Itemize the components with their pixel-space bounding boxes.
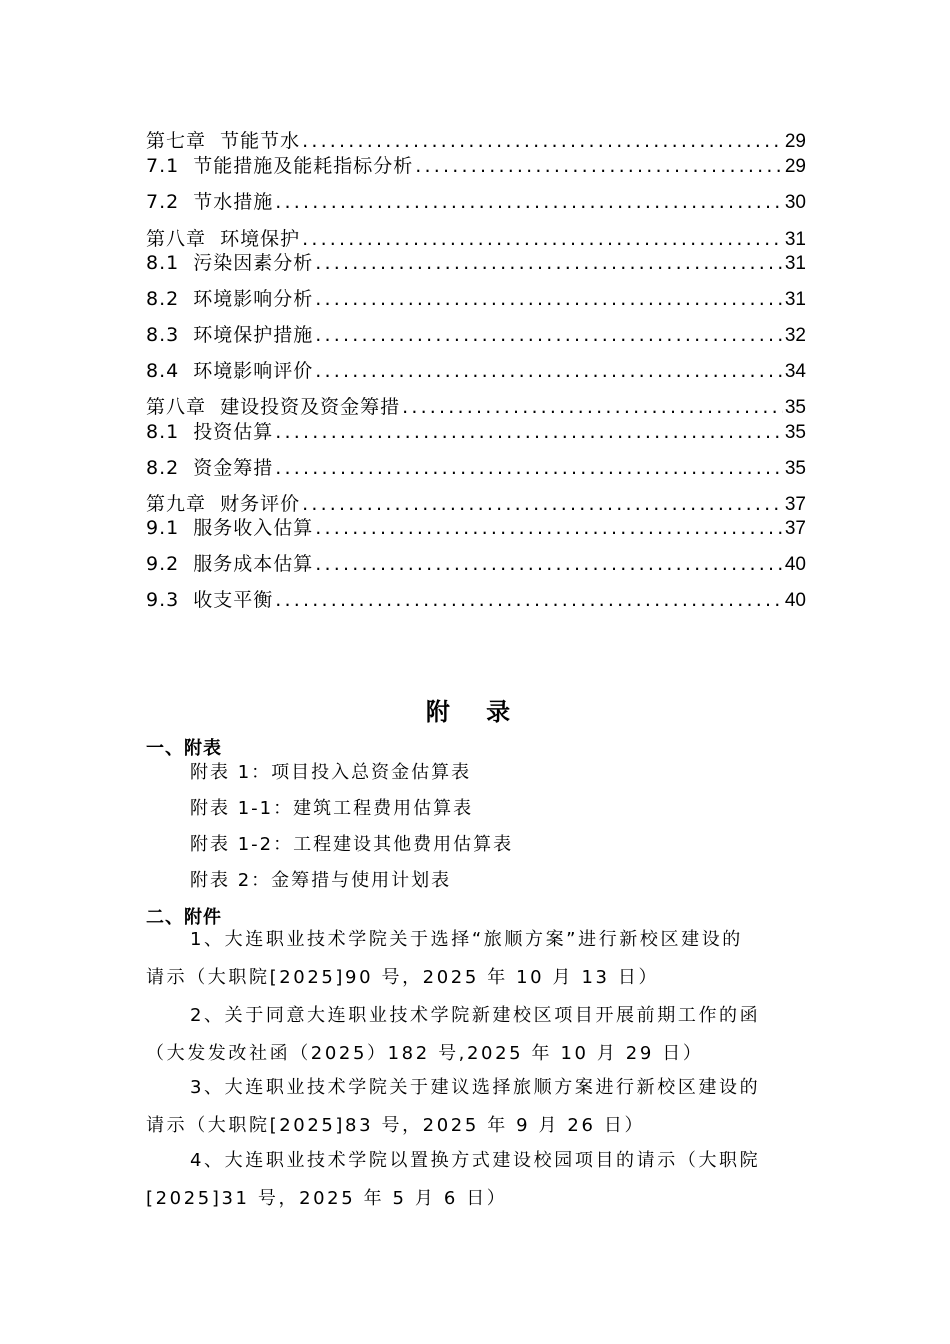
attachment-item [146, 1069, 806, 1145]
toc-label: 8.3 环境保护措施 [146, 324, 314, 346]
appendix-title: 附 录 [425, 698, 525, 726]
toc-label: 9.3 收支平衡 [146, 589, 274, 611]
attachment-line: 3、大连职业技术学院关于建议选择旅顺方案进行新校区建设的 [190, 1077, 761, 1098]
toc-page-number: 37 [784, 518, 806, 539]
toc-label: 8.4 环境影响评价 [146, 360, 314, 382]
toc-label: 7.1 节能措施及能耗指标分析 [146, 155, 414, 177]
toc-entry[interactable] [146, 513, 806, 539]
toc-leader-dots [315, 324, 783, 346]
toc-page-number: 35 [784, 458, 806, 479]
appendix-table-item: 附表 1：项目投入总资金估算表 [190, 762, 472, 783]
toc-label: 8.1 污染因素分析 [146, 252, 314, 274]
attachment-line: [2025]31 号，2025 年 5 月 6 日） [146, 1188, 508, 1209]
toc-entry[interactable] [146, 356, 806, 382]
toc-page-number: 29 [784, 156, 806, 177]
appendix-table-item: 附表 1-1：建筑工程费用估算表 [190, 798, 474, 819]
toc-page-number: 37 [784, 494, 806, 515]
toc-entry[interactable] [146, 151, 806, 177]
toc-entry[interactable] [146, 417, 806, 443]
toc-label: 第七章 节能节水 [146, 130, 301, 152]
toc-page-number: 30 [784, 192, 806, 213]
toc-leader-dots [275, 457, 783, 479]
toc-entry[interactable] [146, 284, 806, 310]
attachment-item [146, 921, 806, 997]
attachment-item [146, 997, 806, 1073]
toc-page-number: 40 [784, 554, 806, 575]
appendix-table-item: 附表 2：金筹措与使用计划表 [190, 870, 452, 891]
toc-page-number: 31 [784, 229, 806, 250]
toc-leader-dots [415, 155, 783, 177]
toc-label: 第八章 环境保护 [146, 228, 301, 250]
toc-leader-dots [302, 493, 783, 515]
toc-leader-dots [315, 517, 783, 539]
attachment-line: （大发发改社函（2025）182 号,2025 年 10 月 29 日） [146, 1043, 704, 1064]
toc-page-number: 34 [784, 361, 806, 382]
toc-page-number: 35 [784, 397, 806, 418]
toc-label: 9.1 服务收入估算 [146, 517, 314, 539]
toc-label: 第九章 财务评价 [146, 493, 301, 515]
toc-page-number: 40 [784, 590, 806, 611]
attachment-line: 请示（大职院[2025]83 号，2025 年 9 月 26 日） [146, 1115, 646, 1136]
toc-label: 7.2 节水措施 [146, 191, 274, 213]
toc-page-number: 32 [784, 325, 806, 346]
toc-entry[interactable] [146, 489, 806, 515]
toc-page-number: 31 [784, 253, 806, 274]
toc-label: 9.2 服务成本估算 [146, 553, 314, 575]
toc-leader-dots [315, 553, 783, 575]
toc-page-number: 31 [784, 289, 806, 310]
toc-page-number: 35 [784, 422, 806, 443]
toc-label: 8.2 资金筹措 [146, 457, 274, 479]
toc-leader-dots [302, 228, 783, 250]
toc-leader-dots [315, 288, 783, 310]
toc-leader-dots [315, 252, 783, 274]
appendix-attachments-heading: 二、附件 [146, 907, 222, 928]
toc-label: 8.1 投资估算 [146, 421, 274, 443]
toc-label: 8.2 环境影响分析 [146, 288, 314, 310]
appendix-tables-heading: 一、附表 [146, 738, 222, 759]
attachment-line: 2、关于同意大连职业技术学院新建校区项目开展前期工作的函 [190, 1005, 761, 1026]
toc-leader-dots [275, 421, 783, 443]
toc-entry[interactable] [146, 224, 806, 250]
toc-entry[interactable] [146, 187, 806, 213]
appendix-table-item: 附表 1-2：工程建设其他费用估算表 [190, 834, 514, 855]
attachment-line: 1、大连职业技术学院关于选择“旅顺方案”进行新校区建设的 [190, 929, 743, 950]
toc-leader-dots [315, 360, 783, 382]
attachment-line: 4、大连职业技术学院以置换方式建设校园项目的请示（大职院 [190, 1150, 761, 1171]
attachment-line: 请示（大职院[2025]90 号，2025 年 10 月 13 日） [146, 967, 660, 988]
toc-leader-dots [302, 130, 783, 152]
toc-leader-dots [275, 191, 783, 213]
toc-entry[interactable] [146, 126, 806, 152]
toc-label: 第八章 建设投资及资金筹措 [146, 396, 401, 418]
toc-entry[interactable] [146, 320, 806, 346]
toc-entry[interactable] [146, 392, 806, 418]
toc-page-number: 29 [784, 131, 806, 152]
toc-entry[interactable] [146, 453, 806, 479]
toc-entry[interactable] [146, 549, 806, 575]
toc-entry[interactable] [146, 248, 806, 274]
toc-leader-dots [402, 396, 783, 418]
toc-leader-dots [275, 589, 783, 611]
toc-entry[interactable] [146, 585, 806, 611]
attachment-item [146, 1142, 806, 1218]
